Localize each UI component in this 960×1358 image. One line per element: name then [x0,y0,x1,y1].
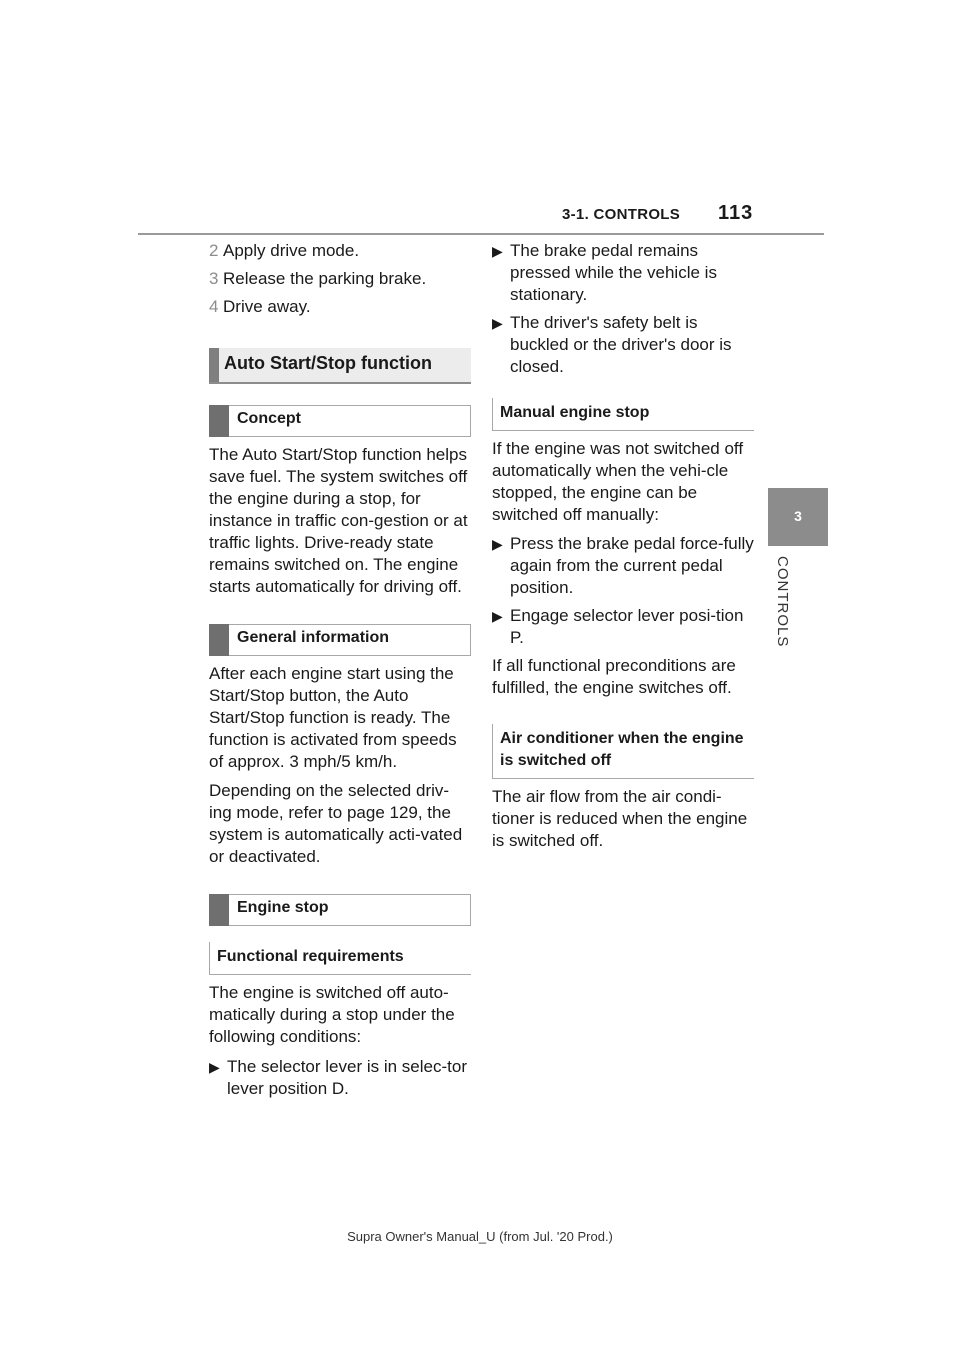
left-column [209,240,471,1100]
heading-engine-stop [209,894,471,926]
heading-general-information [209,624,471,656]
list-item [492,533,754,599]
step-number: 2 [209,241,219,260]
step-number: 4 [209,297,219,316]
general-paragraph-2: Depending on the selected driv-ing mode, refer to page 129, the system is automatically acti-vated or deactivated. [209,781,463,866]
heading-text: Functional requirements [217,948,404,965]
chapter-number: 3 [794,508,802,524]
heading-bar [209,405,229,437]
bullet-triangle-icon: ▶ [492,536,503,552]
manual-paragraph: If the engine was not switched off automatically when the vehi-cle stopped, the engine can be switched off manually: [492,439,744,524]
functional-paragraph: The engine is switched off auto-matically during a stop under the following conditions: [209,983,455,1046]
step-2 [209,240,471,262]
list-item-text: The driver's safety belt is buckled or the driver's door is closed. [510,313,732,376]
heading-bar [209,348,219,382]
heading-text: Concept [237,410,301,427]
heading-text: Auto Start/Stop function [224,353,432,373]
step-4 [209,296,471,318]
step-text: Release the parking brake. [223,269,427,288]
list-item-text: Press the brake pedal force-fully again from the current pedal position. [510,534,754,597]
step-3 [209,268,471,290]
heading-concept [209,405,471,437]
list-item [209,1056,471,1100]
general-paragraph-1: After each engine start using the Start/Stop button, the Auto Start/Stop function is ready. The function is activated from speeds of approx. 3 mph/5 km/h. [209,664,457,771]
list-item-text: The selector lever is in selec-tor lever position D. [227,1057,467,1098]
list-item [492,312,754,378]
right-column [492,240,754,852]
list-item-text: Engage selector lever posi-tion P. [510,606,744,647]
page-footer: Supra Owner's Manual_U (from Jul. '20 Prod.) [347,1229,613,1244]
heading-text: Manual engine stop [500,404,650,421]
header-divider [138,233,824,235]
heading-bar [209,894,229,926]
chapter-label: CONTROLS [774,556,791,648]
heading-air-conditioner [492,724,754,779]
chapter-tab [768,488,828,546]
chapter-label-container [773,556,793,656]
bullet-triangle-icon: ▶ [492,315,503,331]
heading-text: Engine stop [237,899,329,916]
bullet-triangle-icon: ▶ [492,608,503,624]
heading-manual-engine-stop [492,398,754,431]
bullet-triangle-icon: ▶ [209,1059,220,1075]
heading-text: General information [237,629,390,646]
heading-functional-requirements [209,942,471,975]
section-title: 3-1. CONTROLS [562,206,681,223]
heading-text: Air conditioner when the engine is switched off [500,730,744,769]
page-number: 113 [718,202,754,224]
concept-paragraph: The Auto Start/Stop function helps save fuel. The system switches off the engine during a stop, for instance in traffic con-gestion or at traffic lights. Drive-ready state remains switched on. The engine starts automatically for driving off. [209,445,468,596]
step-number: 3 [209,269,219,288]
step-text: Drive away. [223,297,311,316]
list-item [492,605,754,649]
air-paragraph: The air flow from the air condi-tioner is reduced when the engine is switched off. [492,787,748,850]
bullet-triangle-icon: ▶ [492,243,503,259]
list-item-text: The brake pedal remains pressed while the vehicle is stationary. [510,241,717,304]
heading-bar [209,624,229,656]
heading-auto-start-stop [209,348,471,384]
step-text: Apply drive mode. [223,241,360,260]
list-item [492,240,754,306]
manual-result-paragraph: If all functional preconditions are fulfilled, the engine switches off. [492,656,736,697]
